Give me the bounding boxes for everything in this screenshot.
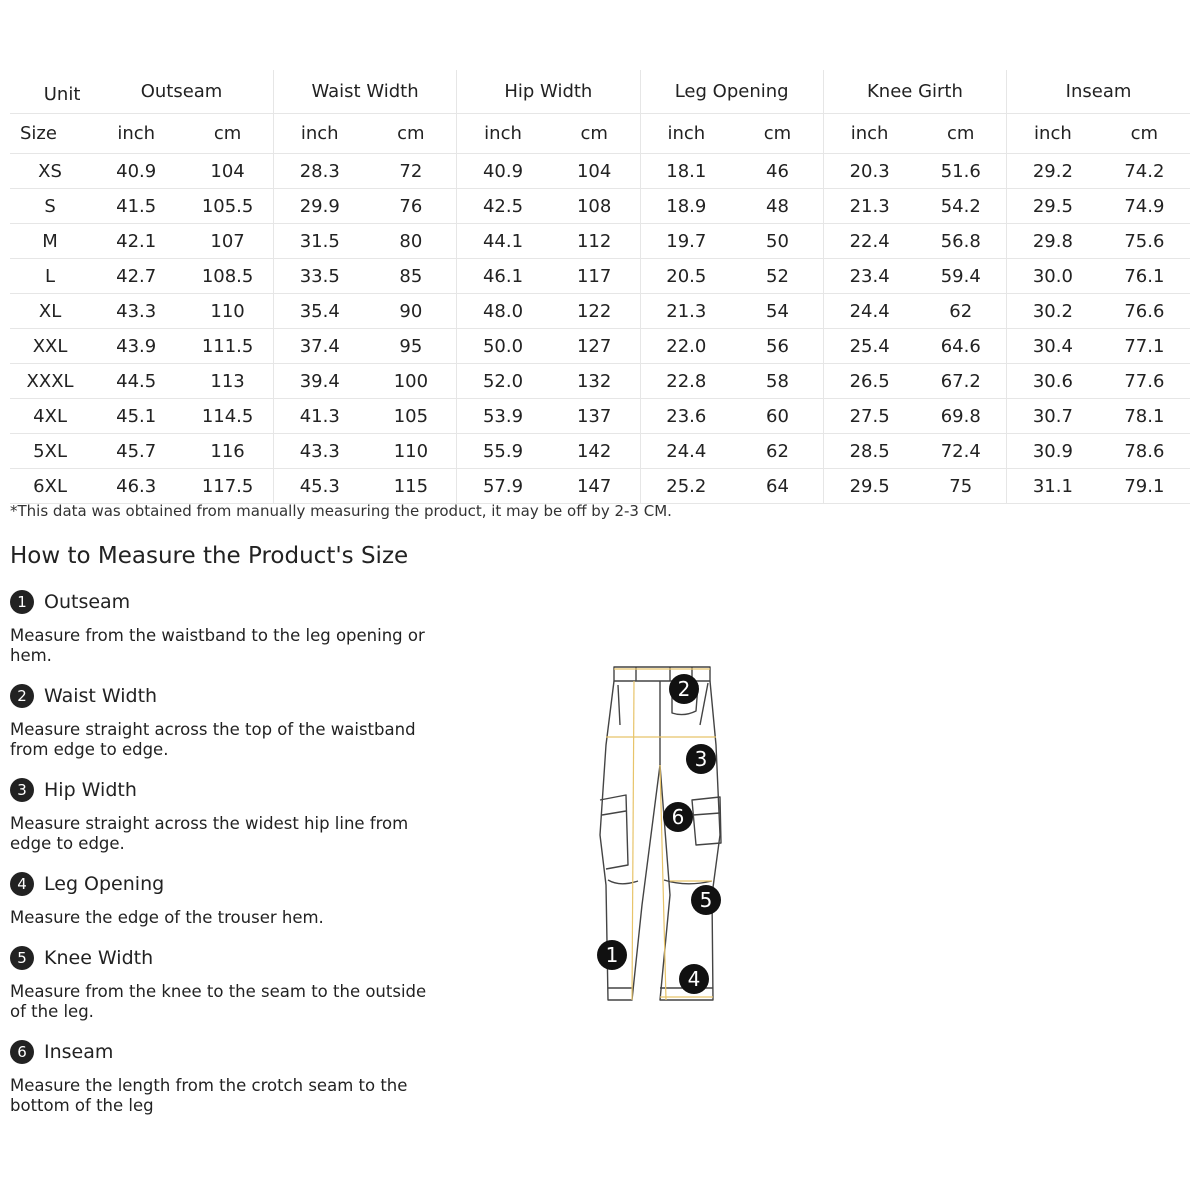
measurement-cell: 30.6 — [1007, 364, 1099, 399]
unit-header-cm: cm — [1099, 114, 1190, 154]
measurement-cell: 21.3 — [823, 189, 915, 224]
measurement-cell: 18.1 — [640, 154, 732, 189]
unit-header-inch: inch — [823, 114, 915, 154]
measurement-cell: 41.3 — [273, 399, 365, 434]
number-1-icon: 1 — [10, 590, 34, 614]
measurement-cell: 80 — [366, 224, 457, 259]
measurement-cell: 33.5 — [273, 259, 365, 294]
unit-header-cm: cm — [182, 114, 273, 154]
measurement-cell: 57.9 — [457, 469, 549, 504]
size-label-cell: XS — [10, 154, 90, 189]
svg-text:3: 3 — [694, 747, 708, 771]
corner-size-label: Size — [10, 114, 90, 154]
step-description: Measure from the waistband to the leg opening or hem. — [10, 626, 425, 665]
size-chart-table — [10, 70, 1190, 504]
measurement-cell: 54.2 — [915, 189, 1006, 224]
table-unit-header-row — [10, 114, 1190, 154]
cargo-pants-diagram — [590, 655, 740, 1015]
group-header-knee-girth: Knee Girth — [823, 70, 1006, 114]
measurement-cell: 26.5 — [823, 364, 915, 399]
measurement-cell: 44.1 — [457, 224, 549, 259]
table-row — [10, 469, 1190, 504]
step-inseam-heading — [10, 1040, 113, 1064]
measurement-cell: 79.1 — [1099, 469, 1190, 504]
measurement-cell: 40.9 — [457, 154, 549, 189]
number-5-icon: 5 — [10, 946, 34, 970]
svg-text:1: 1 — [605, 943, 619, 967]
measurement-cell: 23.4 — [823, 259, 915, 294]
step-title: Outseam — [44, 591, 131, 613]
measurement-cell: 110 — [366, 434, 457, 469]
measurement-cell: 104 — [182, 154, 273, 189]
measurement-cell: 42.1 — [90, 224, 182, 259]
marker-1-icon — [597, 940, 627, 970]
step-title: Inseam — [44, 1041, 114, 1063]
unit-header-inch: inch — [273, 114, 365, 154]
measurement-cell: 46.3 — [90, 469, 182, 504]
measurement-cell: 110 — [182, 294, 273, 329]
table-row — [10, 399, 1190, 434]
step-title: Waist Width — [44, 685, 158, 707]
measurement-cell: 43.9 — [90, 329, 182, 364]
measurement-cell: 41.5 — [90, 189, 182, 224]
measurement-cell: 76.6 — [1099, 294, 1190, 329]
measurement-cell: 29.5 — [823, 469, 915, 504]
number-6-icon: 6 — [10, 1040, 34, 1064]
measurement-cell: 104 — [549, 154, 640, 189]
measurement-cell: 46.1 — [457, 259, 549, 294]
measurement-cell: 55.9 — [457, 434, 549, 469]
measurement-cell: 20.5 — [640, 259, 732, 294]
step-knee-width-heading — [10, 946, 153, 970]
measurement-cell: 35.4 — [273, 294, 365, 329]
table-row — [10, 259, 1190, 294]
measurement-cell: 67.2 — [915, 364, 1006, 399]
measurement-cell: 48.0 — [457, 294, 549, 329]
table-row — [10, 329, 1190, 364]
size-label-cell: XXXL — [10, 364, 90, 399]
measurement-cell: 43.3 — [273, 434, 365, 469]
measurement-cell: 42.5 — [457, 189, 549, 224]
measurement-cell: 37.4 — [273, 329, 365, 364]
measurement-cell: 28.3 — [273, 154, 365, 189]
measurement-cell: 115 — [366, 469, 457, 504]
measurement-cell: 56 — [732, 329, 823, 364]
step-description: Measure the edge of the trouser hem. — [10, 908, 324, 927]
number-2-icon: 2 — [10, 684, 34, 708]
unit-header-cm: cm — [732, 114, 823, 154]
number-3-icon: 3 — [10, 778, 34, 802]
measurement-cell: 30.2 — [1007, 294, 1099, 329]
marker-6-icon — [663, 802, 693, 832]
measurement-cell: 142 — [549, 434, 640, 469]
measurement-cell: 127 — [549, 329, 640, 364]
measurement-cell: 59.4 — [915, 259, 1006, 294]
size-label-cell: XXL — [10, 329, 90, 364]
step-hip-width-heading — [10, 778, 137, 802]
measurement-cell: 78.6 — [1099, 434, 1190, 469]
measurement-cell: 40.9 — [90, 154, 182, 189]
measurement-cell: 77.1 — [1099, 329, 1190, 364]
number-4-icon: 4 — [10, 872, 34, 896]
measurement-cell: 30.4 — [1007, 329, 1099, 364]
step-description: Measure the length from the crotch seam to the bottom of the leg — [10, 1076, 408, 1115]
measurement-cell: 111.5 — [182, 329, 273, 364]
marker-2-icon — [669, 674, 699, 704]
measurement-cell: 22.4 — [823, 224, 915, 259]
measurement-cell: 58 — [732, 364, 823, 399]
table-row — [10, 294, 1190, 329]
measurement-cell: 60 — [732, 399, 823, 434]
size-label-cell: M — [10, 224, 90, 259]
measurement-cell: 39.4 — [273, 364, 365, 399]
measurement-cell: 19.7 — [640, 224, 732, 259]
step-outseam-heading — [10, 590, 130, 614]
unit-header-cm: cm — [366, 114, 457, 154]
measurement-cell: 50.0 — [457, 329, 549, 364]
guide-title: How to Measure the Product's Size — [10, 543, 409, 569]
group-header-outseam: Outseam — [90, 70, 273, 114]
measurement-cell: 77.6 — [1099, 364, 1190, 399]
unit-header-inch: inch — [90, 114, 182, 154]
table-row — [10, 224, 1190, 259]
measurement-cell: 90 — [366, 294, 457, 329]
measurement-cell: 113 — [182, 364, 273, 399]
measurement-cell: 51.6 — [915, 154, 1006, 189]
measurement-cell: 53.9 — [457, 399, 549, 434]
marker-3-icon — [686, 744, 716, 774]
measurement-cell: 108 — [549, 189, 640, 224]
measurement-cell: 23.6 — [640, 399, 732, 434]
measurement-cell: 24.4 — [640, 434, 732, 469]
measurement-cell: 116 — [182, 434, 273, 469]
size-label-cell: 4XL — [10, 399, 90, 434]
measurement-cell: 45.3 — [273, 469, 365, 504]
step-waist-width-heading — [10, 684, 157, 708]
measurement-cell: 62 — [915, 294, 1006, 329]
measurement-cell: 75 — [915, 469, 1006, 504]
measurement-cell: 29.5 — [1007, 189, 1099, 224]
measurement-cell: 108.5 — [182, 259, 273, 294]
measurement-cell: 21.3 — [640, 294, 732, 329]
measurement-cell: 117.5 — [182, 469, 273, 504]
size-label-cell: XL — [10, 294, 90, 329]
measurement-cell: 132 — [549, 364, 640, 399]
table-row — [10, 434, 1190, 469]
measurement-cell: 114.5 — [182, 399, 273, 434]
svg-text:5: 5 — [699, 888, 713, 912]
group-header-hip-width: Hip Width — [457, 70, 640, 114]
measurement-cell: 28.5 — [823, 434, 915, 469]
measurement-cell: 74.2 — [1099, 154, 1190, 189]
measurement-cell: 147 — [549, 469, 640, 504]
measurement-cell: 24.4 — [823, 294, 915, 329]
table-row — [10, 154, 1190, 189]
measurement-cell: 22.8 — [640, 364, 732, 399]
measurement-cell: 30.7 — [1007, 399, 1099, 434]
step-title: Knee Width — [44, 947, 154, 969]
measurement-cell: 52 — [732, 259, 823, 294]
measurement-cell: 30.0 — [1007, 259, 1099, 294]
unit-header-inch: inch — [457, 114, 549, 154]
step-title: Leg Opening — [44, 873, 165, 895]
corner-unit-label: Unit — [10, 70, 90, 114]
svg-text:2: 2 — [677, 677, 691, 701]
measurement-cell: 95 — [366, 329, 457, 364]
table-group-header-row — [10, 70, 1190, 114]
measurement-cell: 100 — [366, 364, 457, 399]
size-label-cell: L — [10, 259, 90, 294]
measurement-cell: 31.1 — [1007, 469, 1099, 504]
measurement-cell: 20.3 — [823, 154, 915, 189]
measurement-cell: 22.0 — [640, 329, 732, 364]
measurement-cell: 69.8 — [915, 399, 1006, 434]
step-leg-opening-heading — [10, 872, 164, 896]
measurement-cell: 45.7 — [90, 434, 182, 469]
size-label-cell: S — [10, 189, 90, 224]
svg-text:4: 4 — [687, 967, 701, 991]
measurement-cell: 27.5 — [823, 399, 915, 434]
measurement-cell: 62 — [732, 434, 823, 469]
step-description: Measure from the knee to the seam to the outside of the leg. — [10, 982, 427, 1021]
unit-header-inch: inch — [640, 114, 732, 154]
unit-header-inch: inch — [1007, 114, 1099, 154]
marker-5-icon — [691, 885, 721, 915]
measurement-cell: 25.2 — [640, 469, 732, 504]
measurement-cell: 105.5 — [182, 189, 273, 224]
measurement-cell: 45.1 — [90, 399, 182, 434]
measurement-cell: 107 — [182, 224, 273, 259]
measurement-cell: 48 — [732, 189, 823, 224]
measurement-cell: 56.8 — [915, 224, 1006, 259]
measurement-cell: 64.6 — [915, 329, 1006, 364]
measurement-cell: 52.0 — [457, 364, 549, 399]
measurement-cell: 46 — [732, 154, 823, 189]
measurement-cell: 75.6 — [1099, 224, 1190, 259]
group-header-inseam: Inseam — [1007, 70, 1190, 114]
measurement-cell: 85 — [366, 259, 457, 294]
measurement-cell: 43.3 — [90, 294, 182, 329]
measurement-cell: 54 — [732, 294, 823, 329]
size-label-cell: 6XL — [10, 469, 90, 504]
step-description: Measure straight across the widest hip line from edge to edge. — [10, 814, 409, 853]
group-header-waist-width: Waist Width — [273, 70, 456, 114]
group-header-leg-opening: Leg Opening — [640, 70, 823, 114]
measurement-cell: 29.9 — [273, 189, 365, 224]
measurement-cell: 117 — [549, 259, 640, 294]
measurement-cell: 76.1 — [1099, 259, 1190, 294]
measurement-note: *This data was obtained from manually measuring the product, it may be off by 2-3 CM. — [10, 502, 672, 520]
svg-text:6: 6 — [671, 805, 685, 829]
measurement-cell: 31.5 — [273, 224, 365, 259]
measurement-cell: 105 — [366, 399, 457, 434]
measurement-cell: 44.5 — [90, 364, 182, 399]
measurement-cell: 137 — [549, 399, 640, 434]
table-row — [10, 364, 1190, 399]
measurement-cell: 29.2 — [1007, 154, 1099, 189]
marker-4-icon — [679, 964, 709, 994]
step-description: Measure straight across the top of the waistband from edge to edge. — [10, 720, 416, 759]
unit-header-cm: cm — [915, 114, 1006, 154]
unit-header-cm: cm — [549, 114, 640, 154]
measurement-cell: 18.9 — [640, 189, 732, 224]
measurement-cell: 72.4 — [915, 434, 1006, 469]
table-row — [10, 189, 1190, 224]
measurement-cell: 29.8 — [1007, 224, 1099, 259]
measurement-cell: 50 — [732, 224, 823, 259]
measurement-cell: 64 — [732, 469, 823, 504]
step-title: Hip Width — [44, 779, 137, 801]
size-label-cell: 5XL — [10, 434, 90, 469]
measurement-cell: 30.9 — [1007, 434, 1099, 469]
measurement-cell: 42.7 — [90, 259, 182, 294]
measurement-cell: 25.4 — [823, 329, 915, 364]
measurement-cell: 74.9 — [1099, 189, 1190, 224]
measurement-cell: 122 — [549, 294, 640, 329]
measurement-cell: 76 — [366, 189, 457, 224]
measurement-cell: 78.1 — [1099, 399, 1190, 434]
measurement-cell: 112 — [549, 224, 640, 259]
measurement-cell: 72 — [366, 154, 457, 189]
